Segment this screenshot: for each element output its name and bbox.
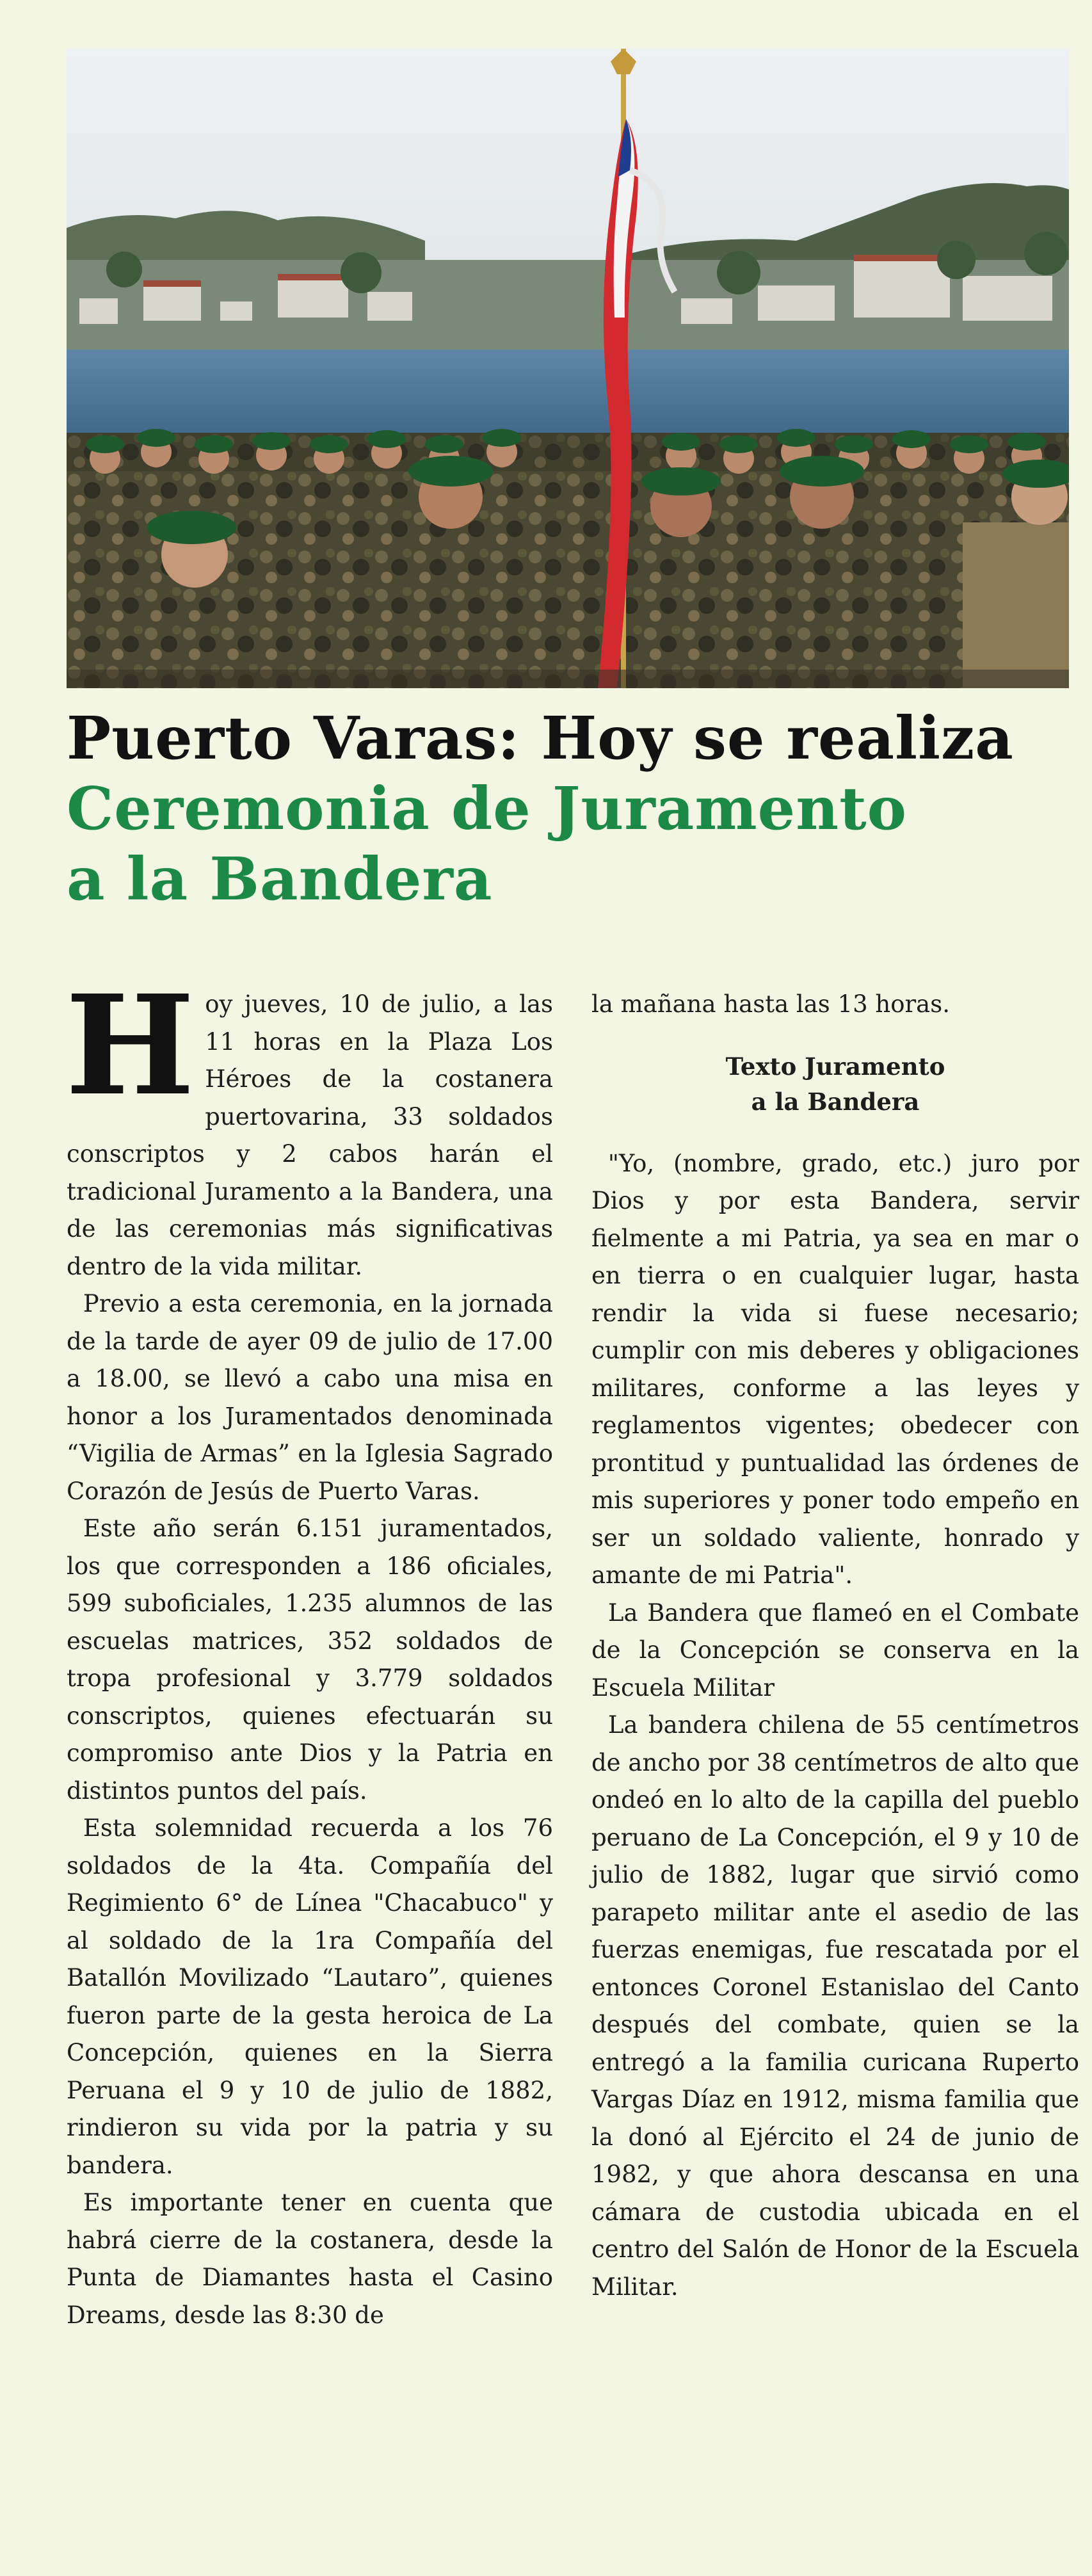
article-photo	[67, 49, 1069, 688]
article-headline	[67, 703, 1065, 914]
article-paragraph-continuation: la mañana hasta las 13 horas.	[591, 990, 950, 1018]
article-paragraph: Es importante tener en cuenta que habrá cierre de la costanera, desde la Punta de Diamantes hasta el Casino Dreams, desde las 8:30 de	[67, 2189, 553, 2329]
headline-line-3: a la Bandera	[67, 844, 493, 914]
subheading-line-1: Texto Juramento	[725, 1052, 945, 1081]
article-paragraph	[65, 965, 553, 1285]
paragraph-text: oy jueves, 10 de julio, a las 11 horas en la Plaza Los Héroes de la costanera puertovarina, 33 soldados conscriptos y 2 cabos harán el tradicional Juramento a la Bandera, una de las ceremonias más significativas dentro de la vida militar.	[67, 990, 553, 1280]
headline-line-2: Ceremonia de Juramento	[67, 774, 907, 843]
article-paragraph: Previo a esta ceremonia, en la jornada de la tarde de ayer 09 de julio de 17.00 a 18.00, se llevó a cabo una misa en honor a los Juramentados denominada “Vigilia de Armas” en la Iglesia Sagrado Corazón de Jesús de Puerto Varas.	[67, 1290, 553, 1505]
article-paragraph: Este año serán 6.151 juramentados, los que corresponden a 186 oficiales, 599 suboficiales, 1.235 alumnos de las escuelas matrices, 352 soldados de tropa profesional y 3.779 soldados conscriptos, quienes efectuarán su compromiso ante Dios y la Patria en distintos puntos del país.	[67, 1515, 553, 1805]
drop-cap: H	[65, 965, 195, 1126]
article-paragraph: Esta solemnidad recuerda a los 76 soldados de la 4ta. Compañía del Regimiento 6° de Línea "Chacabuco" y al soldado de la 1ra Compañía del Batallón Movilizado “Lautaro”, quienes fueron parte de la gesta heroica de La Concepción, quienes en la Sierra Peruana el 9 y 10 de julio de 1882, rindieron su vida por la patria y su bandera.	[67, 1814, 553, 2179]
headline-line-1: Puerto Varas: Hoy se realiza	[67, 704, 1014, 773]
soldiers-flag-ceremony-image	[67, 49, 1069, 688]
article-column-right	[591, 986, 1079, 2306]
article-column-left	[65, 965, 553, 2334]
article-paragraph: La bandera chilena de 55 centímetros de ancho por 38 centímetros de alto que ondeó en lo alto de la capilla del pueblo peruano de La Concepción, el 9 y 10 de julio de 1882, lugar que sirvió como parapeto militar ante el asedio de las fuerzas enemigas, fue rescatada por el entonces Coronel Estanislao del Canto después del combate, quien se la entregó a la familia curicana Ruperto Vargas Díaz en 1912, misma familia que la donó al Ejército el 24 de junio de 1982, y que ahora descansa en una cámara de custodia ubicada en el centro del Salón de Honor de la Escuela Militar.	[591, 1711, 1079, 2301]
subheading-line-2: a la Bandera	[751, 1087, 920, 1116]
article-paragraph: La Bandera que flameó en el Combate de la Concepción se conserva en la Escuela Militar	[591, 1598, 1079, 1702]
oath-subheading	[591, 1049, 1079, 1120]
oath-text: "Yo, (nombre, grado, etc.) juro por Dios y por esta Bandera, servir fielmente a mi Patria, ya sea en mar o en tierra o en cualquier lugar, hasta rendir la vida si fuese necesario; cumplir con mis deberes y obligaciones militares, conforme a las leyes y reglamentos vigentes; obedecer con prontitud y puntualidad las órdenes de mis superiores y poner todo empeño en ser un soldado valiente, honrado y amante de mi Patria".	[591, 1149, 1079, 1589]
